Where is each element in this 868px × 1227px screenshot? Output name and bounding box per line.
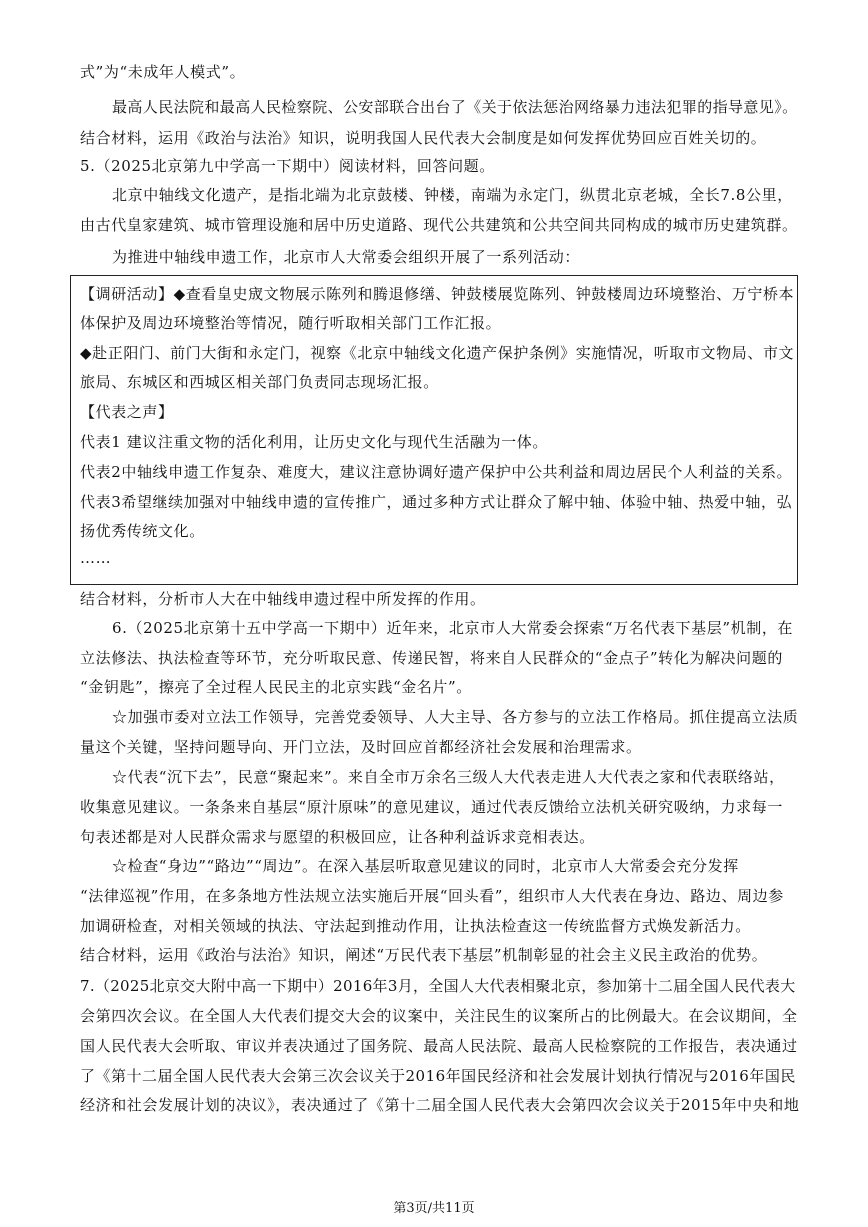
question-7-heading: 7.（2025北京交大附中高一下期中）2016年3月，全国人大代表相聚北京，参加第十二届全国人民代表大: [80, 977, 796, 995]
text-line: 会第四次会议。在全国人大代表们提交大会的议案中，关注民生的议案所占的比例最大。在会议期间，全: [80, 1007, 798, 1025]
box-text-line: 【调研活动】◆查看皇史宬文物展示陈列和腾退修缮、钟鼓楼展览陈列、钟鼓楼周边环境整治、万宁桥本: [80, 285, 795, 303]
box-text-line: ……: [80, 549, 112, 567]
box-text-line: 体保护及周边环境整治等情况，随行听取相关部门工作汇报。: [80, 314, 502, 332]
text-line: 由古代皇家建筑、城市管理设施和居中历史道路、现代公共建筑和公共空间共同构成的城市历史建筑群。: [80, 216, 798, 234]
text-line: 经济和社会发展计划的决议》，表决通过了《第十二届全国人民代表大会第四次会议关于2015年中央和地: [80, 1096, 800, 1114]
text-line: 结合材料，运用《政治与法治》知识，说明我国人民代表大会制度是如何发挥优势回应百姓关切的。: [80, 129, 767, 147]
text-line: “金钥匙”，擦亮了全过程人民民主的北京实践“金名片”。: [80, 678, 472, 696]
box-text-line: 代表2中轴线申遗工作复杂、难度大，建议注意协调好遗产保护中公共利益和周边居民个人利益的关系。: [80, 463, 793, 481]
box-text-line: 扬优秀传统文化。: [80, 522, 205, 540]
question-5-heading: 5.（2025北京第九中学高一下期中）阅读材料，回答问题。: [80, 157, 495, 175]
text-line: 结合材料，运用《政治与法治》知识，阐述“万民代表下基层”机制彰显的社会主义民主政治的优势。: [80, 946, 768, 964]
text-line: 为推进中轴线申遗工作，北京市人大常委会组织开展了一系列活动：: [112, 248, 581, 266]
box-text-line: 旅局、东城区和西城区相关部门负责同志现场汇报。: [80, 373, 439, 391]
text-line: 式”为“未成年人模式”。: [80, 63, 246, 81]
text-line: 立法修法、执法检查等环节，充分听取民意、传递民智，将来自人民群众的“金点子”转化为解决问题的: [80, 649, 783, 667]
text-line: 收集意见建议。一条条来自基层“原汁原味”的意见建议，通过代表反馈给立法机关研究吸纳，力求每一: [80, 798, 783, 816]
text-line: 加调研检查，对相关领域的执法、守法起到推动作用，让执法检查这一传统监督方式焕发新活力。: [80, 917, 751, 935]
text-line: 北京中轴线文化遗产，是指北端为北京鼓楼、钟楼，南端为永定门，纵贯北京老城，全长7.8公里，: [112, 186, 793, 204]
box-text-line: 代表3希望继续加强对中轴线申遗的宣传推广，通过多种方式让群众了解中轴、体验中轴、热爱中轴，弘: [80, 493, 793, 511]
text-line: 量这个关键，坚持问题导向、开门立法，及时回应首都经济社会发展和治理需求。: [80, 738, 642, 756]
question-6-heading: 6.（2025北京第十五中学高一下期中）近年来，北京市人大常委会探索“万名代表下基层”机制，在: [112, 619, 794, 637]
text-line: 最高人民法院和最高人民检察院、公安部联合出台了《关于依法惩治网络暴力违法犯罪的指导意见》。: [112, 98, 798, 116]
text-line: 句表述都是对人民群众需求与愿望的积极回应，让各种利益诉求竞相表达。: [80, 828, 595, 846]
text-line: ☆检查“身边”“路边”“周边”。在深入基层听取意见建议的同时，北京市人大常委会充分发挥: [112, 857, 739, 875]
text-line: 国人民代表大会听取、审议并表决通过了国务院、最高人民法院、最高人民检察院的工作报告，表决通过: [80, 1037, 798, 1055]
box-text-line: 【代表之声】: [80, 403, 174, 421]
text-line: 结合材料，分析市人大在中轴线申遗过程中所发挥的作用。: [80, 590, 486, 608]
text-line: 了《第十二届全国人民代表大会第三次会议关于2016年国民经济和社会发展计划执行情况与2016年国民: [80, 1067, 796, 1085]
text-line: “法律巡视”作用，在多条地方性法规立法实施后开展“回头看”，组织市人大代表在身边、路边、周边参: [80, 887, 784, 905]
text-line: ☆加强市委对立法工作领导，完善党委领导、人大主导、各方参与的立法工作格局。抓住提高立法质: [112, 708, 799, 726]
box-text-line: ◆赴正阳门、前门大街和永定门，视察《北京中轴线文化遗产保护条例》实施情况，听取市文物局、市文: [80, 344, 795, 362]
text-line: ☆代表“沉下去”，民意“聚起来”。来自全市万余名三级人大代表走进人大代表之家和代表联络站，: [112, 768, 785, 786]
box-text-line: 代表1 建议注重文物的活化利用，让历史文化与现代生活融为一体。: [80, 433, 548, 451]
page-number: 第3页/共11页: [393, 1201, 475, 1216]
